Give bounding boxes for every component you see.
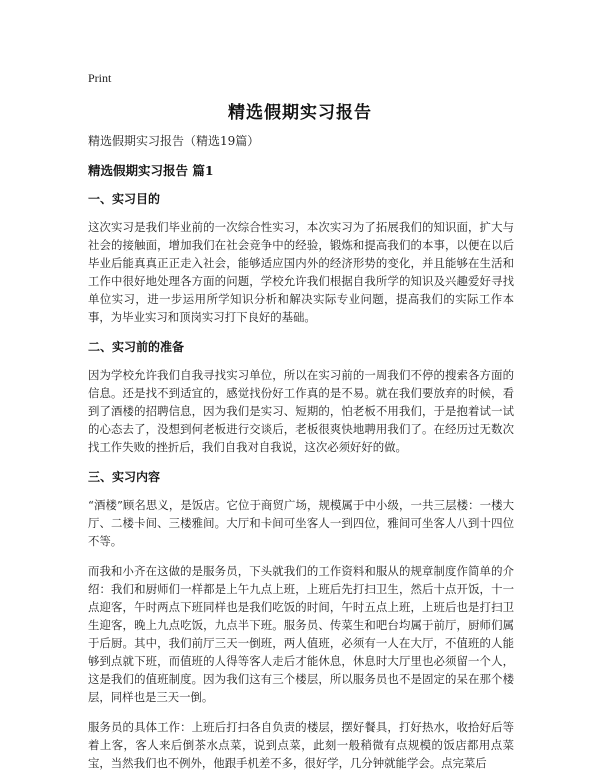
paragraph-work-schedule: 而我和小齐在这做的是服务员，下头就我们的工作资料和服从的规章制度作简单的介绍：我们和厨师们一样都是上午九点上班，上班后先打扫卫生，然后十点开饭，十一点迎客，午时两点下班同样也是我们吃饭的时间，午时五点上班，上班后也是打扫卫生迎客，晚上九点吃饭，九点半下班。服务员、传菜生和吧台均属于前厅，厨师们属于后厨。其中，我们前厅三天一倒班，两人值班，必须有一人在大厅，不值班的人能够到点就下班，而值班的人得等客人走后才能休息，休息时大厅里也必须留一个人，这是我们的值班制度。因为我们这有三个楼层，所以服务员也不是固定的呆在那个楼层，同样也是三天一倒。: [88, 564, 514, 704]
document-subtitle: 精选假期实习报告（精选19篇）: [88, 134, 260, 148]
paragraph-waiter-duties: 服务员的具体工作：上班后打扫各自负责的楼层，摆好餐具，打好热水，收拾好后等着上客，客人来后倒茶水点菜，说到点菜，此刻一般稍微有点规模的饭店都用点菜宝，当然我们也不例外，他跟手机差不多，很好学，几分钟就能学会。点完菜后: [88, 720, 514, 770]
heading-purpose: 一、实习目的: [88, 192, 161, 206]
section-title: 精选假期实习报告 篇1: [88, 163, 214, 178]
heading-preparation: 二、实习前的准备: [88, 340, 185, 354]
paragraph-purpose: 这次实习是我们毕业前的一次综合性实习，本次实习为了拓展我们的知识面，扩大与社会的接触面，增加我们在社会竞争中的经验，锻炼和提高我们的本事，以便在以后毕业后能真真正正走入社会，能够适应国内外的经济形势的变化，并且能够在生活和工作中很好地处理各方面的问题，学校允许我们根据自我所学的知识及兴趣爱好寻找单位实习，进一步运用所学知识分析和解决实际专业问题，提高我们的实际工作本事，为毕业实习和顶岗实习打下良好的基础。: [88, 220, 514, 324]
paragraph-restaurant-intro: “酒楼”顾名思义，是饭店。它位于商贸广场，规模属于中小级，一共三层楼：一楼大厅、二楼卡间、三楼雅间。大厅和卡间可坐客人一到四位，雅间可坐客人八到十四位不等。: [88, 498, 514, 548]
print-label: Print: [88, 71, 112, 85]
document-title: 精选假期实习报告: [228, 103, 372, 123]
paragraph-preparation: 因为学校允许我们自我寻找实习单位，所以在实习前的一周我们不停的搜索各方面的信息。还是找不到适宜的，感觉找份好工作真的是不易。就在我们要放弃的时候，看到了酒楼的招聘信息，因为我们是实习、短期的，怕老板不用我们，于是抱着试一试的心态去了，没想到何老板进行交谈后，老板很爽快地聘用我们了。在经历过无数次找工作失败的挫折后，我们自我对自我说，这次必须好好的做。: [88, 368, 514, 454]
document-body: [88, 132, 514, 776]
heading-content: 三、实习内容: [88, 470, 161, 484]
